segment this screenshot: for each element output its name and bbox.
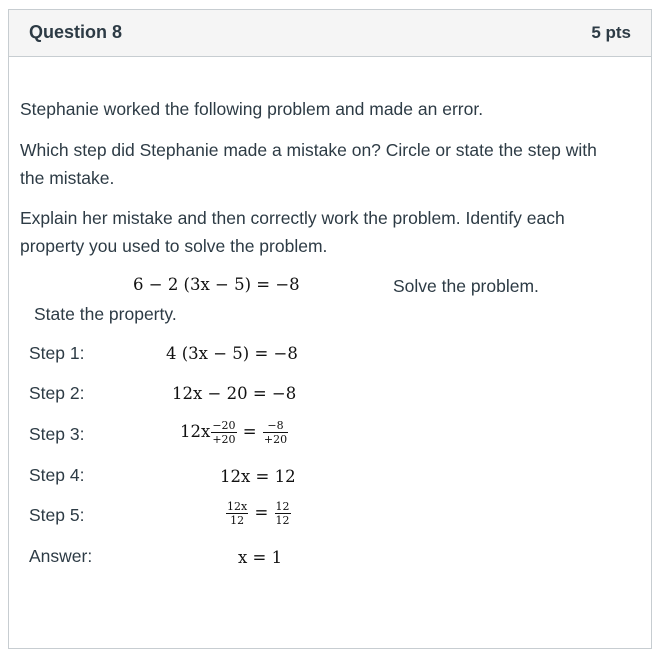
step-3-left-denominator: +20	[212, 433, 236, 446]
step-3-expression	[180, 419, 289, 446]
step-5-right-numerator: 12	[275, 500, 290, 513]
answer-expression: x = 1	[238, 548, 283, 567]
step-5-left-numerator: 12x	[227, 500, 248, 513]
step-2-expression: 12x − 20 = −8	[172, 384, 297, 403]
prompt-step-mistake: Which step did Stephanie made a mistake on? Circle or state the step with the mistake.	[20, 140, 597, 188]
state-property-label: State the property.	[34, 304, 177, 324]
step-1-label: Step 1:	[29, 343, 85, 363]
step-2-label: Step 2:	[29, 383, 85, 403]
step-4-label: Step 4:	[29, 465, 85, 485]
prompt-explain: Explain her mistake and then correctly work the problem. Identify each property you used to solve the problem.	[20, 208, 565, 256]
step-3-right-numerator: −8	[263, 419, 288, 433]
question-header	[9, 10, 651, 57]
step-5-fraction-right	[275, 500, 291, 527]
step-5-right-denominator: 12	[275, 514, 290, 527]
solve-label: Solve the problem.	[393, 276, 539, 296]
step-3-fraction-right	[263, 419, 288, 446]
step-3-right-denominator: +20	[263, 433, 288, 446]
question-points: 5 pts	[591, 23, 631, 42]
step-5-left-denominator: 12	[230, 514, 245, 527]
step-5-equals: =	[254, 503, 269, 522]
step-3-label: Step 3:	[29, 424, 85, 444]
step-5-label: Step 5:	[29, 505, 85, 525]
step-1-expression: 4 (3x − 5) = −8	[166, 344, 298, 363]
step-3-fraction-left	[211, 419, 236, 446]
problem-equation: 6 − 2 (3x − 5) = −8	[133, 275, 300, 294]
intro-text: Stephanie worked the following problem and made an error.	[20, 99, 484, 119]
answer-label: Answer:	[29, 546, 93, 566]
step-3-equals: =	[242, 422, 257, 441]
step-5-expression	[225, 500, 292, 527]
question-title: Question 8	[29, 22, 123, 42]
step-5-fraction-left	[226, 500, 248, 527]
step-3-left-numerator: −20	[212, 419, 236, 432]
step-4-expression: 12x = 12	[220, 467, 296, 486]
step-3-lead: 12x	[180, 422, 211, 441]
